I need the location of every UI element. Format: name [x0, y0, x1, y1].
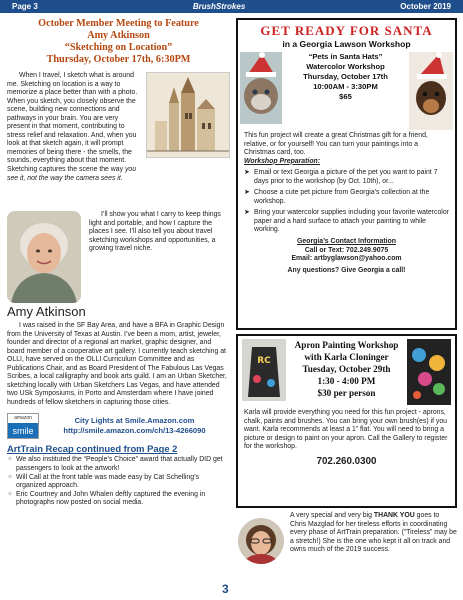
santa-bullet-text: Email or text Georgia a picture of the pet you want to paint 7 days prior to the workshop (by Oct. 10th), or...: [254, 169, 438, 185]
apron-colorful-drawing: [407, 339, 451, 405]
meeting-title-line: October Member Meeting to Feature: [38, 18, 199, 29]
recap-item-text: Will Call at the front table was made easy by Cat Schelling’s organized approach.: [16, 473, 199, 490]
santa-prep-label: Workshop Preparation:: [244, 157, 321, 165]
santa-bullet-text: Bring your watercolor supplies including your favorite watercolor paper and a hard surface to attach your painting to while working.: [254, 209, 449, 234]
santa-headline: GET READY FOR SANTA: [260, 23, 433, 38]
sketch-image: [146, 72, 230, 158]
apron-description-block: [238, 405, 455, 466]
meeting-para-1-text: When I travel, I sketch what is around me. Sketching on location is a way to memorize a place better than with a photo. When you sketch, you closely observe the scene, building new connections and pathways in your brain. You are very present in that moment, contributing to stress relief and relaxation. And, when you look at that sketch again, it will prompt memories of being there - the smells, the sounds, everything about that moment. Sketching captures the scene the way: [7, 72, 138, 174]
apron-title: [286, 339, 407, 405]
dog-santa-drawing: [409, 52, 453, 130]
chris-portrait-drawing: [238, 518, 284, 564]
recap-item-text: Eric Courtney and John Whalen deftly captured the evening in photographs now posted on social media.: [16, 490, 206, 507]
amazon-link[interactable]: http://smile.amazon.com/ch/13-4266090: [63, 426, 206, 436]
santa-event-line: 10:00AM - 3:30PM: [313, 82, 378, 91]
portrait-drawing: [7, 211, 81, 303]
chris-photo: [238, 518, 284, 564]
contact-email[interactable]: Email: artbyglawson@yahoo.com: [291, 255, 402, 263]
apron-left-photo: [242, 339, 286, 401]
page-number: 3: [222, 582, 229, 596]
meeting-para-3-wrap: [7, 322, 230, 407]
bullet-icon: ➤: [244, 169, 250, 177]
recap-item: [7, 491, 230, 508]
amy-portrait: [7, 211, 81, 303]
thanks-bold: THANK YOU: [373, 512, 415, 519]
apron-price: $30 per person: [317, 388, 376, 398]
meeting-para-1-italic: you see it, not the way the camera sees it.: [7, 166, 137, 182]
apron-header-row: [238, 336, 455, 405]
header-page: Page 3: [12, 2, 38, 11]
santa-event-line: Watercolor Workshop: [306, 62, 385, 71]
amazon-logo-bottom: smile: [8, 423, 38, 438]
meeting-para-3: I was raised in the SF Bay Area, and have a BFA in Graphic Design from the University of Texas at Austin. I’ve been a mom, artist, jeweler, founder and director of a regional art market, graphic designer, and board member of a cooperative art gallery. I currently teach sketching at OLLI, have served on the OLLI Curriculum Committee and as Publications Chair, and as Board President of The Fabulous Las Vegas Scribes, a local calligraphy and book arts guild. I am an Urban Sketcher, sketching locally with Urban Sketchers Las Vegas, and have attended two USk Symposiums, in Porto and Amsterdam where I have joined hundreds of fellow sketchers in capturing those cities.: [7, 322, 227, 406]
santa-event-line: “Pets in Santa Hats”: [308, 52, 383, 61]
santa-description: This fun project will create a great Christmas gift for a friend, relative, or for yourself! You can turn your paintings into a Christmas card, too.: [244, 132, 428, 157]
apron-description: Karla will provide everything you need for this fun project - aprons, chalk, paints and brushes. You can bring your own brush(es) if you want. Karla recommends at least a 1” flat. You will need to bring a picture or design to paint on your apron. Call the Gallery to register for the workshop.: [244, 409, 448, 451]
apron-title-line: Tuesday, October 29th: [302, 364, 391, 374]
apron-title-line: with Karla Cloninger: [304, 352, 389, 362]
santa-subtitle: in a Georgia Lawson Workshop: [282, 39, 411, 49]
cat-painting: [240, 52, 282, 124]
meeting-title-line: Amy Atkinson: [87, 30, 150, 41]
meeting-title-line: “Sketching on Location”: [64, 42, 173, 53]
apron-right-photo: [407, 339, 451, 405]
amazon-line-1: City Lights at Smile.Amazon.com: [74, 416, 195, 426]
contact-title: Georgia’s Contact Information: [297, 238, 396, 246]
santa-workshop-box: [236, 18, 457, 330]
thanks-pre: A very special and very big: [290, 512, 372, 519]
meeting-para-2-wrap: [87, 211, 230, 319]
thanks-post: goes to Chris Mazglad for her tireless efforts in coordinating every phase of ArtTrain preparation. (“Tireless” may be a stretch!) She is the one who kept it all on track and owns much of the 2019 success.: [290, 512, 457, 554]
left-column: [7, 14, 230, 508]
apron-phone: 702.260.0300: [316, 455, 377, 467]
apron-letters: RC: [257, 356, 271, 366]
santa-bullet-text: Choose a cute pet picture from Georgia’s collection at the workshop.: [254, 189, 430, 205]
recap-list: [7, 456, 230, 507]
meeting-title-line: Thursday, October 17th, 6:30PM: [46, 54, 191, 65]
header-newsletter-name: BrushStrokes: [192, 2, 246, 11]
amazon-smile-logo: [7, 413, 39, 439]
santa-bullet: [244, 209, 449, 235]
sketch-drawing: [147, 73, 230, 158]
portrait-row: [7, 211, 230, 319]
sparkle-icon: ✧: [7, 490, 13, 498]
santa-contact: [244, 238, 449, 275]
recap-item: [7, 456, 230, 473]
recap-item-text: We also instituted the “People’s Choice” award that actually DID get passengers to look at the artwork!: [16, 456, 223, 473]
amazon-text: [39, 416, 230, 436]
amazon-logo-top: amazon: [8, 414, 38, 423]
apron-title-line: Apron Painting Workshop: [294, 340, 399, 350]
recap-title: ArtTrain Recap continued from Page 2: [7, 443, 178, 455]
santa-event-line: Thursday, October 17th: [303, 72, 388, 81]
santa-title: [238, 23, 455, 49]
meeting-para-2: I’ll show you what I carry to keep things light and portable, and how I capture the places I see. I’ll also tell you about travel sketching workshops and opportunities, a growing travel niche.: [89, 211, 221, 253]
portrait-caption: Amy Atkinson: [7, 304, 86, 319]
thank-you-block: [238, 512, 457, 564]
recap-item: [7, 474, 230, 491]
meeting-intro: [7, 72, 230, 205]
apron-workshop-box: [236, 334, 457, 508]
bullet-icon: ➤: [244, 189, 250, 197]
contact-closing: Any questions? Give Georgia a call!: [287, 266, 406, 274]
dog-painting: [409, 52, 453, 130]
santa-event-details: [282, 52, 409, 130]
amazon-smile-box: [7, 413, 230, 439]
header-date: October 2019: [400, 2, 451, 11]
bullet-icon: ➤: [244, 209, 250, 217]
santa-description-block: [238, 130, 455, 275]
apron-title-line: 1:30 - 4:00 PM: [317, 376, 376, 386]
santa-event-price: $65: [339, 92, 352, 101]
sparkle-icon: ✧: [7, 473, 13, 481]
contact-phone: Call or Text: 702.249.9075: [304, 246, 389, 254]
sparkle-icon: ✧: [7, 456, 13, 464]
cat-santa-drawing: [240, 52, 282, 124]
apron-drawing: [242, 339, 286, 401]
santa-bullet-list: [244, 169, 449, 235]
portrait-block: [7, 211, 87, 319]
santa-event-row: [238, 52, 455, 130]
thank-you-text: [284, 512, 457, 564]
meeting-title: [7, 18, 230, 66]
santa-bullet: [244, 189, 449, 206]
santa-bullet: [244, 169, 449, 186]
page-header: [0, 0, 463, 13]
